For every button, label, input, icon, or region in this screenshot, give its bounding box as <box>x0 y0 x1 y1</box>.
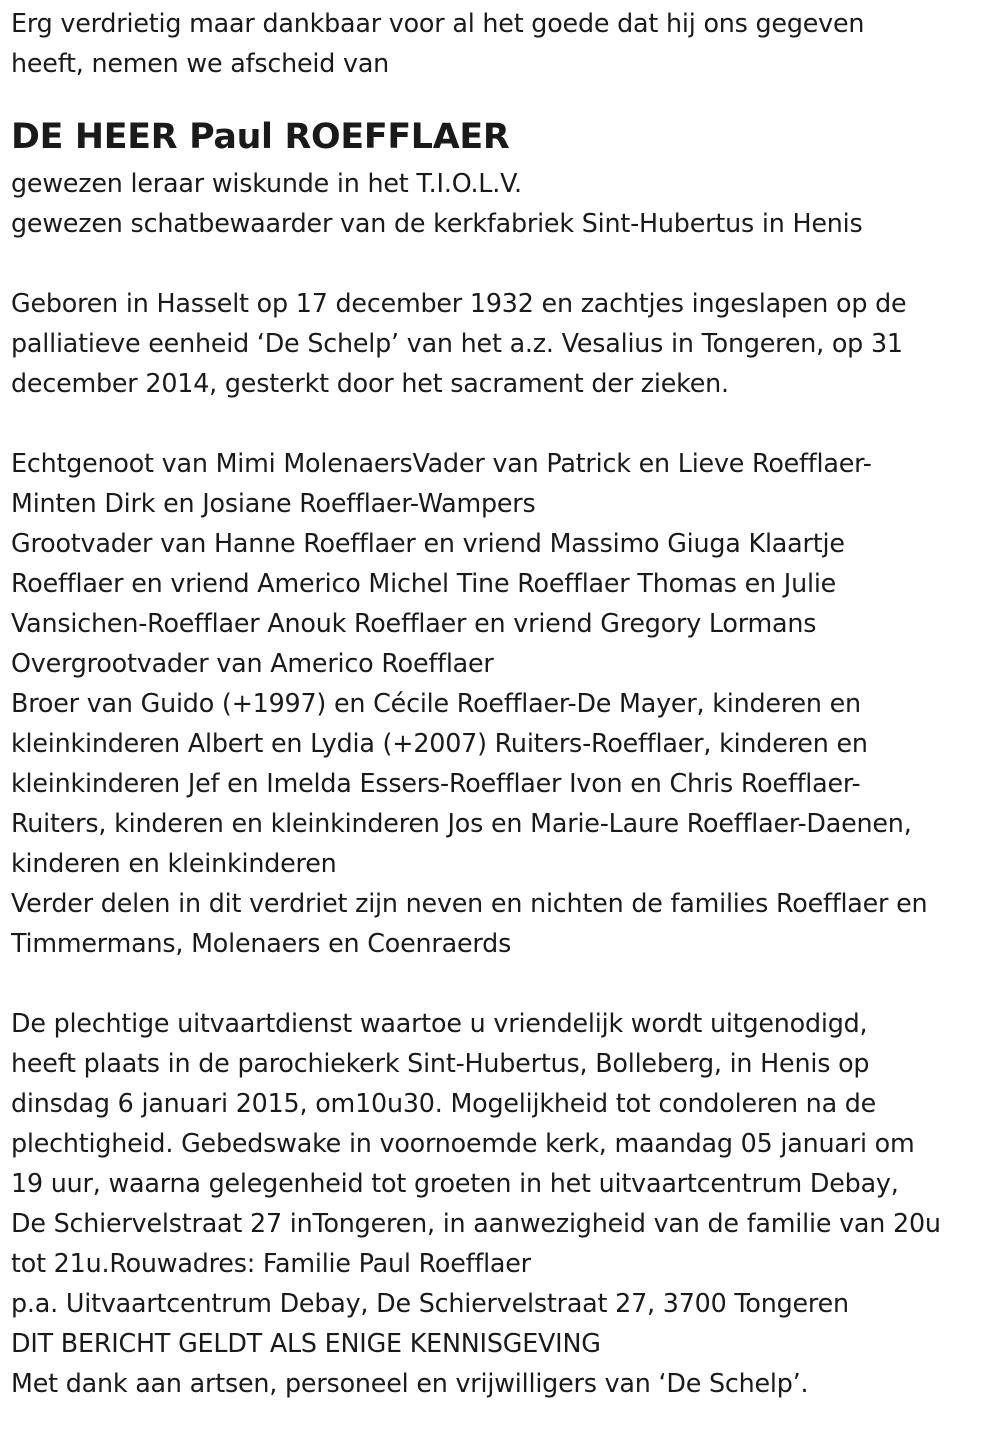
family-line: Vansichen-Roefflaer Anouk Roefflaer en vriend Gregory Lormans <box>11 609 817 639</box>
obituary-notice <box>11 4 996 1404</box>
family-line: Echtgenoot van Mimi MolenaersVader van Patrick en Lieve Roefflaer- <box>11 449 872 479</box>
functions-section <box>11 164 996 244</box>
paragraph-gap <box>11 404 996 444</box>
family-line: kleinkinderen Jef en Imelda Essers-Roefflaer Ivon en Chris Roefflaer- <box>11 769 861 799</box>
birth-line: palliatieve eenheid ‘De Schelp’ van het a.z. Vesalius in Tongeren, op 31 <box>11 329 903 359</box>
service-line: plechtigheid. Gebedswake in voornoemde kerk, maandag 05 januari om <box>11 1129 915 1159</box>
intro-line: heeft, nemen we afscheid van <box>11 49 390 79</box>
thanks-line: Met dank aan artsen, personeel en vrijwilligers van ‘De Schelp’. <box>11 1369 809 1399</box>
address-line: p.a. Uitvaartcentrum Debay, De Schiervelstraat 27, 3700 Tongeren <box>11 1289 849 1319</box>
service-line: De Schiervelstraat 27 inTongeren, in aanwezigheid van de familie van 20u <box>11 1209 941 1239</box>
intro-line: Erg verdrietig maar dankbaar voor al het goede dat hij ons gegeven <box>11 9 865 39</box>
birth-line: Geboren in Hasselt op 17 december 1932 en zachtjes ingeslapen op de <box>11 289 907 319</box>
family-section <box>11 444 996 964</box>
family-line: kinderen en kleinkinderen <box>11 849 337 879</box>
service-line: 19 uur, waarna gelegenheid tot groeten in het uitvaartcentrum Debay, <box>11 1169 899 1199</box>
service-line: heeft plaats in de parochiekerk Sint-Hubertus, Bolleberg, in Henis op <box>11 1049 870 1079</box>
family-line: Ruiters, kinderen en kleinkinderen Jos en Marie-Laure Roefflaer-Daenen, <box>11 809 912 839</box>
birth-line: december 2014, gesterkt door het sacrament der zieken. <box>11 369 729 399</box>
family-line: Broer van Guido (+1997) en Cécile Roefflaer-De Mayer, kinderen en <box>11 689 861 719</box>
intro-section <box>11 4 996 84</box>
notice-statement: DIT BERICHT GELDT ALS ENIGE KENNISGEVING <box>11 1329 601 1359</box>
function-line: gewezen leraar wiskunde in het T.I.O.L.V. <box>11 169 522 199</box>
service-line: tot 21u.Rouwadres: Familie Paul Roefflaer <box>11 1249 531 1279</box>
family-line: kleinkinderen Albert en Lydia (+2007) Ruiters-Roefflaer, kinderen en <box>11 729 868 759</box>
paragraph-gap <box>11 964 996 1004</box>
family-line: Minten Dirk en Josiane Roefflaer-Wampers <box>11 489 536 519</box>
paragraph-gap <box>11 244 996 284</box>
deceased-name: DE HEER Paul ROEFFLAER <box>11 117 510 157</box>
family-line: Grootvader van Hanne Roefflaer en vriend Massimo Giuga Klaartje <box>11 529 845 559</box>
function-line: gewezen schatbewaarder van de kerkfabriek Sint-Hubertus in Henis <box>11 209 863 239</box>
service-section <box>11 1004 996 1404</box>
family-line: Overgrootvader van Americo Roefflaer <box>11 649 494 679</box>
birth-section <box>11 284 996 404</box>
family-line: Verder delen in dit verdriet zijn neven en nichten de families Roefflaer en <box>11 889 928 919</box>
family-line: Roefflaer en vriend Americo Michel Tine Roefflaer Thomas en Julie <box>11 569 837 599</box>
family-line: Timmermans, Molenaers en Coenraerds <box>11 929 512 959</box>
service-line: dinsdag 6 januari 2015, om10u30. Mogelijkheid tot condoleren na de <box>11 1089 877 1119</box>
service-line: De plechtige uitvaartdienst waartoe u vriendelijk wordt uitgenodigd, <box>11 1009 868 1039</box>
